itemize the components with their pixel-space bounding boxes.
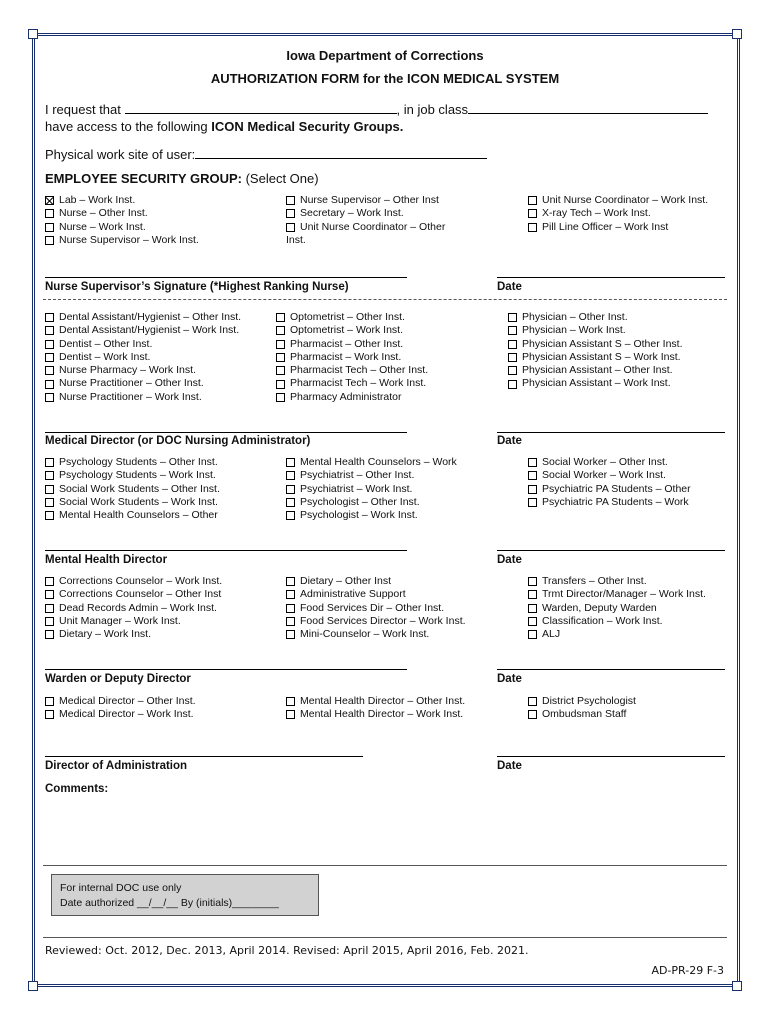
footer-divider (43, 937, 727, 938)
border-corner (28, 29, 38, 39)
option-label: Secretary – Work Inst. (300, 207, 404, 220)
option-label: Physician Assistant – Work Inst. (522, 377, 671, 390)
option-label: Medical Director – Work Inst. (59, 708, 194, 721)
checkbox[interactable] (286, 458, 295, 467)
option-column (276, 311, 428, 404)
worksite-line (45, 146, 487, 162)
checkbox[interactable] (45, 710, 54, 719)
option (528, 496, 691, 509)
option-label: Psychiatrist – Work Inst. (300, 482, 413, 495)
option (276, 377, 428, 390)
option-label: Dental Assistant/Hygienist – Work Inst. (59, 324, 240, 337)
option-label: Mental Health Counselors – Other (59, 509, 218, 522)
checkbox[interactable] (45, 236, 54, 245)
option-column (528, 194, 708, 234)
checkbox[interactable] (45, 209, 54, 218)
option-column (286, 695, 465, 722)
option (528, 695, 636, 708)
checkbox[interactable] (45, 380, 54, 389)
option-label: Dead Records Admin – Work Inst. (59, 601, 217, 614)
checkbox[interactable] (508, 340, 517, 349)
border-corner (732, 29, 742, 39)
option (276, 351, 428, 364)
internal-use-box (51, 874, 319, 916)
option-column (45, 194, 199, 247)
option (45, 234, 199, 247)
option (276, 391, 428, 404)
option (45, 364, 241, 377)
option-label: Pharmacist Tech – Other Inst. (290, 364, 429, 377)
option (45, 391, 241, 404)
option-label: Unit Manager – Work Inst. (59, 614, 181, 627)
option (528, 221, 708, 234)
option-column (286, 194, 445, 247)
option-label: Nurse Practitioner – Work Inst. (59, 390, 202, 403)
option (286, 708, 465, 721)
option-label: Corrections Counselor – Other Inst (59, 588, 222, 601)
option-label: Social Worker – Other Inst. (542, 456, 668, 468)
option (286, 483, 457, 496)
signature-line[interactable] (45, 756, 363, 757)
option-label: Nurse Supervisor – Other Inst (300, 194, 439, 206)
option (45, 338, 241, 351)
option (45, 602, 222, 615)
checkbox[interactable] (45, 393, 54, 402)
option-column (45, 311, 241, 404)
option (528, 615, 706, 628)
date-label: Date (497, 554, 522, 566)
checkbox[interactable] (508, 353, 517, 362)
option (276, 311, 428, 324)
checkbox[interactable] (528, 710, 537, 719)
checkbox[interactable] (528, 630, 537, 639)
option-label: Dietary – Work Inst. (59, 628, 151, 641)
option (45, 575, 222, 588)
date-line[interactable] (497, 277, 725, 278)
option-label: Optometrist – Other Inst. (290, 311, 405, 323)
signature-line[interactable] (45, 669, 407, 670)
option-label: Nurse Supervisor – Work Inst. (59, 233, 199, 246)
option-label: Social Worker – Work Inst. (542, 469, 666, 482)
checkbox[interactable] (45, 340, 54, 349)
checkbox[interactable] (286, 511, 295, 520)
option (286, 456, 457, 469)
checkbox[interactable] (286, 471, 295, 480)
option (286, 588, 466, 601)
option-column (528, 575, 706, 641)
request-line (45, 101, 708, 117)
option-label: Pill Line Officer – Work Inst (542, 220, 669, 233)
option-column (528, 456, 691, 509)
checkbox[interactable] (528, 471, 537, 480)
checkbox[interactable] (276, 326, 285, 335)
option-label: Mental Health Counselors – Work (300, 456, 457, 468)
checkbox[interactable] (276, 313, 285, 322)
option-label: Nurse Pharmacy – Work Inst. (59, 364, 196, 377)
option-column (286, 456, 457, 522)
option (276, 324, 428, 337)
signature-line[interactable] (45, 550, 407, 551)
internal-use-title: For internal DOC use only (60, 882, 182, 894)
agency-title: Iowa Department of Corrections (286, 48, 484, 63)
date-label: Date (497, 673, 522, 685)
option-label: Mental Health Director – Work Inst. (300, 708, 464, 721)
option-label: Pharmacy Administrator (290, 390, 402, 403)
border-corner (732, 981, 742, 991)
option-label: Dentist – Other Inst. (59, 337, 153, 350)
option (45, 351, 241, 364)
request-line (45, 119, 403, 134)
signature-line[interactable] (45, 432, 407, 433)
checkbox[interactable] (286, 630, 295, 639)
signature-line[interactable] (45, 277, 407, 278)
border-corner (28, 981, 38, 991)
option-label: Unit Nurse Coordinator – Other (300, 220, 446, 233)
option (508, 311, 683, 324)
option-label: Psychiatric PA Students – Other (542, 482, 691, 495)
option (45, 324, 241, 337)
checkbox[interactable] (45, 511, 54, 520)
option (276, 338, 428, 351)
option (286, 575, 466, 588)
internal-use-authorization: Date authorized __/__/__ By (initials)________ (60, 897, 279, 909)
option (528, 708, 636, 721)
user-name-field[interactable] (125, 101, 397, 114)
option-label: Lab – Work Inst. (59, 194, 136, 206)
checkbox[interactable] (286, 604, 295, 613)
option-label: Warden, Deputy Warden (542, 601, 657, 614)
option-continuation: Inst. (286, 233, 306, 246)
option-label: Psychologist – Other Inst. (300, 495, 420, 508)
option (286, 628, 466, 641)
dashed-divider (43, 299, 727, 300)
checkbox[interactable] (45, 223, 54, 232)
checkbox[interactable] (45, 458, 54, 467)
checkbox[interactable] (45, 313, 54, 322)
request-text: have access to the following (45, 119, 208, 134)
option (286, 602, 466, 615)
checkbox[interactable] (528, 458, 537, 467)
option (508, 324, 683, 337)
checkbox[interactable] (45, 630, 54, 639)
date-label: Date (497, 281, 522, 293)
option-label: Optometrist – Work Inst. (290, 324, 404, 337)
option-label: Physician Assistant S – Other Inst. (522, 337, 683, 350)
option-label: Physician Assistant S – Work Inst. (522, 350, 681, 363)
checkbox[interactable] (528, 196, 537, 205)
option (45, 194, 199, 207)
option-label: Mental Health Director – Other Inst. (300, 695, 466, 707)
checkbox[interactable] (276, 393, 285, 402)
option-label: Classification – Work Inst. (542, 614, 663, 627)
checkbox[interactable] (528, 498, 537, 507)
option-label: ALJ (542, 628, 561, 641)
option-label: Psychiatric PA Students – Work (542, 495, 689, 508)
option (45, 509, 220, 522)
checkbox[interactable] (286, 710, 295, 719)
option-column (45, 575, 222, 641)
option (45, 311, 241, 324)
option-label: Ombudsman Staff (542, 708, 627, 721)
option-label: X-ray Tech – Work Inst. (542, 207, 651, 220)
option-column (286, 575, 466, 641)
option-column (528, 695, 636, 722)
option-label: Psychiatrist – Other Inst. (300, 469, 415, 482)
option-label: Dental Assistant/Hygienist – Other Inst. (59, 311, 242, 323)
checkbox[interactable] (286, 209, 295, 218)
option-label: Mini-Counselor – Work Inst. (300, 628, 430, 641)
option (45, 615, 222, 628)
checkbox[interactable] (45, 366, 54, 375)
option (528, 456, 691, 469)
option (528, 628, 706, 641)
job-class-field[interactable] (468, 101, 708, 114)
date-line[interactable] (497, 756, 725, 757)
option (528, 194, 708, 207)
date-label: Date (497, 760, 522, 772)
option-label: Corrections Counselor – Work Inst. (59, 575, 223, 587)
signature-label: Medical Director (or DOC Nursing Administrator) (45, 435, 311, 447)
option (528, 207, 708, 220)
checkbox[interactable] (528, 209, 537, 218)
checkbox[interactable] (276, 353, 285, 362)
request-text: , in job class (396, 102, 469, 117)
option (45, 469, 220, 482)
checkbox[interactable] (286, 498, 295, 507)
checkbox[interactable] (276, 366, 285, 375)
signature-label: Warden or Deputy Director (45, 673, 191, 685)
option-label: Food Services Director – Work Inst. (300, 614, 466, 627)
group-heading-note: (Select One) (245, 171, 319, 186)
checkbox[interactable] (508, 326, 517, 335)
comments-area[interactable] (45, 800, 725, 862)
option (45, 588, 222, 601)
checkbox[interactable] (528, 590, 537, 599)
checkbox[interactable] (45, 498, 54, 507)
date-label: Date (497, 435, 522, 447)
option (508, 351, 683, 364)
option-label: Social Work Students – Other Inst. (59, 482, 220, 495)
option (45, 221, 199, 234)
option (45, 695, 196, 708)
option-label: Pharmacist – Other Inst. (290, 337, 404, 350)
checkbox[interactable] (528, 617, 537, 626)
option (276, 364, 428, 377)
checkbox[interactable] (286, 697, 295, 706)
option (508, 377, 683, 390)
option-label: Social Work Students – Work Inst. (59, 495, 218, 508)
checkbox[interactable] (286, 485, 295, 494)
option-label: Psychology Students – Work Inst. (59, 469, 216, 482)
option (286, 194, 445, 207)
option-label: Transfers – Other Inst. (542, 575, 647, 587)
checkbox[interactable] (45, 617, 54, 626)
checkbox[interactable] (528, 604, 537, 613)
option-label: Food Services Dir – Other Inst. (300, 601, 445, 614)
option-column (45, 695, 196, 722)
option (508, 338, 683, 351)
option-label: Unit Nurse Coordinator – Work Inst. (542, 194, 709, 206)
option (528, 602, 706, 615)
comments-label: Comments: (45, 783, 109, 795)
checkbox[interactable] (528, 697, 537, 706)
option-label: Dentist – Work Inst. (59, 350, 151, 363)
option (45, 483, 220, 496)
checkbox[interactable] (286, 223, 295, 232)
option-label: Nurse – Work Inst. (59, 220, 146, 233)
form-number: AD-PR-29 F-3 (651, 964, 724, 977)
checkbox[interactable] (508, 313, 517, 322)
option (528, 469, 691, 482)
option-label: Pharmacist Tech – Work Inst. (290, 377, 427, 390)
option (45, 496, 220, 509)
signature-label: Mental Health Director (45, 554, 168, 566)
option-label: Psychology Students – Other Inst. (59, 456, 218, 468)
option (508, 364, 683, 377)
option (45, 628, 222, 641)
checkbox[interactable] (45, 471, 54, 480)
checkbox[interactable] (286, 617, 295, 626)
checkbox[interactable] (286, 590, 295, 599)
checkbox[interactable] (45, 326, 54, 335)
option (286, 221, 445, 234)
checkbox[interactable] (45, 590, 54, 599)
signature-label: Nurse Supervisor’s Signature (*Highest Ranking Nurse) (45, 281, 349, 293)
option-column (45, 456, 220, 522)
option-label: Nurse – Other Inst. (59, 207, 148, 220)
request-text: I request that (45, 102, 121, 117)
option-label: Physician – Other Inst. (522, 311, 628, 323)
option-label: Psychologist – Work Inst. (300, 509, 418, 522)
checkbox[interactable] (45, 485, 54, 494)
option (45, 207, 199, 220)
option-label: Pharmacist – Work Inst. (290, 350, 402, 363)
form-title: AUTHORIZATION FORM for the ICON MEDICAL SYSTEM (210, 71, 560, 86)
option (286, 615, 466, 628)
option (286, 207, 445, 220)
option-label: Physician – Work Inst. (522, 324, 626, 337)
checkbox[interactable] (276, 380, 285, 389)
option-label: Dietary – Other Inst (300, 575, 392, 587)
checkbox[interactable] (528, 577, 537, 586)
comments-divider (43, 865, 727, 866)
option-label: District Psychologist (542, 695, 636, 707)
option (286, 695, 465, 708)
option (286, 469, 457, 482)
review-history: Reviewed: Oct. 2012, Dec. 2013, April 2014. Revised: April 2015, April 2016, Feb. 2021. (45, 944, 529, 957)
option (286, 509, 457, 522)
checkbox[interactable] (45, 697, 54, 706)
checkbox[interactable] (528, 485, 537, 494)
checkbox[interactable] (45, 353, 54, 362)
option (286, 496, 457, 509)
option-label: Nurse Practitioner – Other Inst. (59, 377, 204, 390)
checkbox[interactable] (45, 196, 54, 205)
option (45, 456, 220, 469)
option-label: Physician Assistant – Other Inst. (522, 364, 673, 377)
signature-label: Director of Administration (45, 760, 188, 772)
option (528, 483, 691, 496)
date-line[interactable] (497, 550, 725, 551)
option-label: Administrative Support (300, 588, 406, 601)
worksite-field[interactable] (195, 146, 487, 159)
option (45, 708, 196, 721)
date-line[interactable] (497, 432, 725, 433)
option (528, 575, 706, 588)
checkbox[interactable] (286, 196, 295, 205)
option-label: Trmt Director/Manager – Work Inst. (542, 588, 706, 601)
checkbox[interactable] (45, 577, 54, 586)
request-text: ICON Medical Security Groups. (211, 119, 404, 134)
checkbox[interactable] (508, 380, 517, 389)
option-column (508, 311, 683, 391)
checkbox[interactable] (276, 340, 285, 349)
option (45, 377, 241, 390)
group-heading-title: EMPLOYEE SECURITY GROUP: (45, 171, 242, 186)
checkbox[interactable] (508, 366, 517, 375)
checkbox[interactable] (45, 604, 54, 613)
worksite-label: Physical work site of user: (45, 147, 196, 162)
option-label: Medical Director – Other Inst. (59, 695, 196, 707)
group-heading (45, 171, 319, 186)
checkbox[interactable] (528, 223, 537, 232)
date-line[interactable] (497, 669, 725, 670)
checkbox[interactable] (286, 577, 295, 586)
option (528, 588, 706, 601)
